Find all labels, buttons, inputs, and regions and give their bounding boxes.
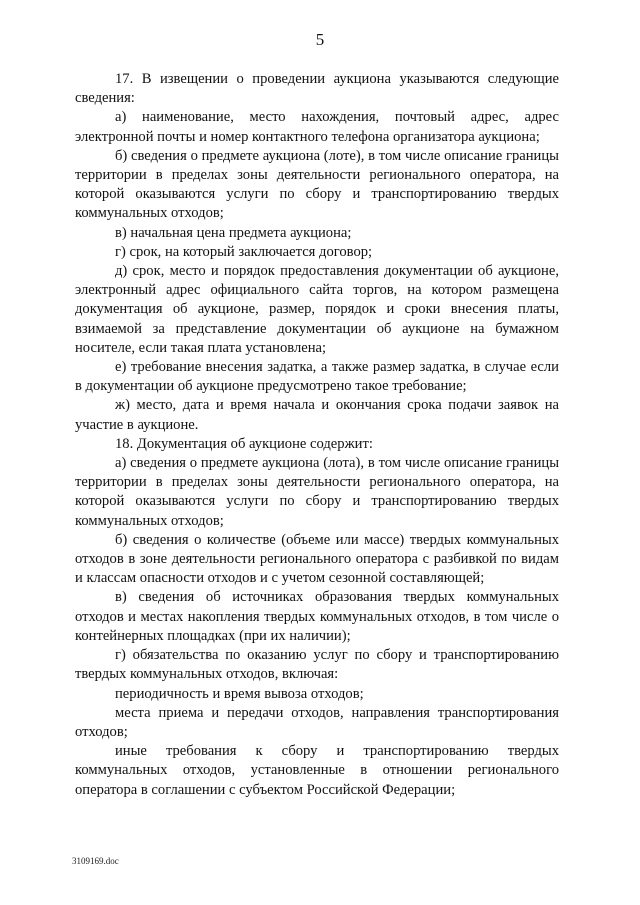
list-item-17zh: ж) место, дата и время начала и окончания срока подачи заявок на участие в аукционе.: [75, 397, 559, 433]
list-item-18a: а) сведения о предмете аукциона (лота), в том числе описание границы территории в пределах зоны деятельности регионального оператора, на которой оказываются услуги по сбору и транспортированию твердых коммунальных отходов;: [75, 455, 559, 529]
list-item-17v: в) начальная цена предмета аукциона;: [115, 224, 352, 241]
paragraph-18-intro: 18. Документация об аукционе содержит:: [115, 435, 373, 452]
list-item-17g: г) срок, на который заключается договор;: [115, 243, 373, 260]
paragraph-17-intro: 17. В извещении о проведении аукциона указываются следующие сведения:: [75, 71, 559, 107]
list-item-17e: е) требование внесения задатка, а также размер задатка, в случае если в документации об аукционе предусмотрено такое требование;: [75, 359, 559, 395]
list-item-18b: б) сведения о количестве (объеме или массе) твердых коммунальных отходов в зоне деятельности регионального оператора с разбивкой по видам и классам опасности отходов и с учетом сезонной составляющей;: [75, 531, 559, 587]
list-item-17b: б) сведения о предмете аукциона (лоте), в том числе описание границы территории в пределах зоны деятельности регионального оператора, на которой оказываются услуги по сбору и транспортированию твердых коммунальных отходов;: [75, 147, 559, 222]
sub-item-locations: места приема и передачи отходов, направления транспортирования отходов;: [75, 704, 559, 740]
sub-item-periodicity: периодичность и время вывоза отходов;: [115, 685, 364, 702]
list-item-18v: в) сведения об источниках образования твердых коммунальных отходов и местах накопления твердых коммунальных отходов, в том числе о контейнерных площадках (при их наличии);: [75, 589, 559, 644]
list-item-17d: д) срок, место и порядок предоставления документации об аукционе, электронный адрес официального сайта торгов, на котором размещена документация об аукционе, размер, порядок и сроки внесения платы, взимаемой за представление документации об аукционе на бумажном носителе, если такая плата установлена;: [75, 263, 559, 356]
sub-item-other-requirements: иные требования к сбору и транспортированию твердых коммунальных отходов, установленные в отношении регионального оператора в соглашении с субъектом Российской Федерации;: [75, 743, 559, 798]
document-body: [75, 70, 559, 800]
list-item-17a: а) наименование, место нахождения, почтовый адрес, адрес электронной почты и номер контактного телефона организатора аукциона;: [75, 109, 559, 145]
list-item-18g: г) обязательства по оказанию услуг по сбору и транспортированию твердых коммунальных отходов, включая:: [75, 647, 559, 683]
page-number: 5: [315, 30, 325, 49]
footer-filename: 3109169.doc: [72, 856, 119, 866]
